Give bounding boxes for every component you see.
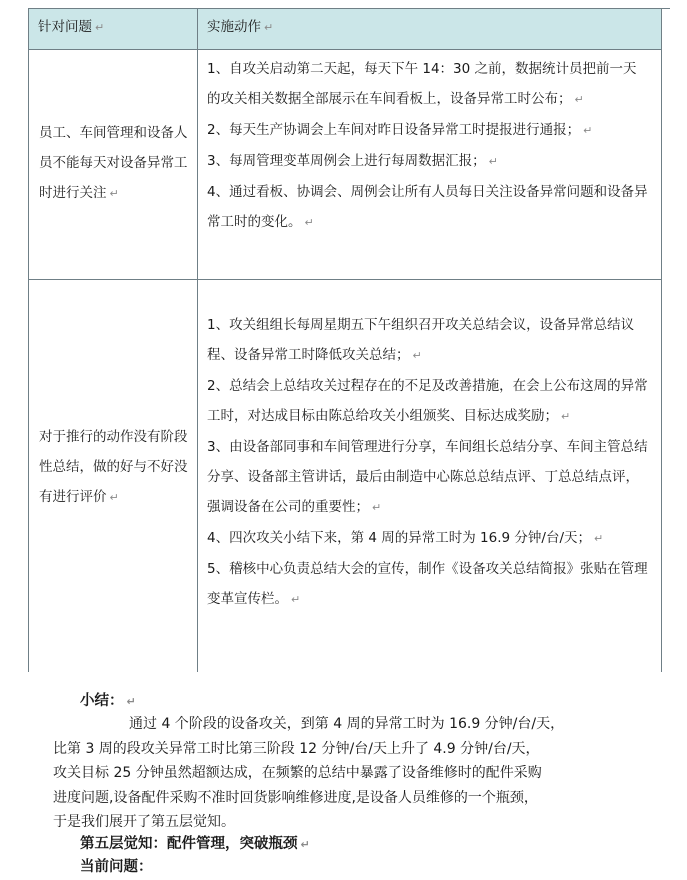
- action-item: 1、自攻关启动第二天起，每天下午 14：30 之前，数据统计员把前一天的攻关相关数据全部展示在车间看板上，设备异常工时公布； ↵: [207, 61, 637, 107]
- issue-cell: [29, 280, 198, 672]
- actions-list: [207, 310, 649, 615]
- issue-text: 对于推行的动作没有阶段性总结，做的好与不好没有进行评价 ↵: [39, 429, 188, 505]
- summary-heading: 小结： ↵: [80, 693, 136, 709]
- subsection-heading: 当前问题：: [80, 859, 153, 875]
- summary-line: 于是我们展开了第五层觉知。: [53, 814, 235, 830]
- section-heading: 第五层觉知：配件管理，突破瓶颈 ↵: [80, 836, 310, 852]
- action-item: 5、稽核中心负责总结大会的宣传，制作《设备攻关总结简报》张贴在管理变革宣传栏。 ↵: [207, 561, 648, 607]
- summary-paragraph: [53, 712, 613, 835]
- actions-list: [207, 54, 649, 238]
- table-row: [29, 50, 661, 280]
- action-item: 2、每天生产协调会上车间对昨日设备异常工时提报进行通报； ↵: [207, 122, 593, 138]
- header-issue-label: 针对问题 ↵: [38, 19, 105, 35]
- summary-line: 进度问题,设备配件采购不准时回货影响维修进度,是设备人员维修的一个瓶颈，: [53, 789, 538, 806]
- action-item: 3、每周管理变革周例会上进行每周数据汇报； ↵: [207, 153, 498, 169]
- actions-cell: [198, 50, 661, 279]
- summary-line: 通过 4 个阶段的设备攻关，到第 4 周的异常工时为 16.9 分钟/台/天，: [129, 716, 565, 732]
- header-cell-actions: [198, 9, 661, 49]
- table-row: [29, 280, 661, 672]
- action-item: 2、总结会上总结攻关过程存在的不足及改善措施，在会上公布这周的异常工时，对达成目标由陈总给攻关小组颁奖、目标达成奖励； ↵: [207, 378, 648, 424]
- action-item: 3、由设备部同事和车间管理进行分享，车间组长总结分享、车间主管总结分享、设备部主管讲话，最后由制造中心陈总总结点评、丁总总结点评，强调设备在公司的重要性； ↵: [207, 439, 648, 515]
- header-cell-issue: [29, 9, 198, 49]
- summary-line: 比第 3 周的段攻关异常工时比第三阶段 12 分钟/台/天上升了 4.9 分钟/台/天，: [53, 740, 540, 757]
- action-item: 4、通过看板、协调会、周例会让所有人员每日关注设备异常问题和设备异常工时的变化。 ↵: [207, 184, 648, 230]
- measures-table: [28, 8, 662, 672]
- table-header-row: [29, 8, 661, 50]
- actions-cell: [198, 280, 661, 672]
- issue-cell: [29, 50, 198, 279]
- table-edge-mark: [662, 8, 670, 9]
- action-item: 1、攻关组组长每周星期五下午组织召开攻关总结会议，设备异常总结议程、设备异常工时降低攻关总结； ↵: [207, 317, 635, 363]
- issue-text: 员工、车间管理和设备人员不能每天对设备异常工时进行关注 ↵: [39, 125, 188, 201]
- summary-line: 攻关目标 25 分钟虽然超额达成，在频繁的总结中暴露了设备维修时的配件采购: [53, 765, 542, 781]
- action-item: 4、四次攻关小结下来，第 4 周的异常工时为 16.9 分钟/台/天； ↵: [207, 530, 604, 546]
- header-actions-label: 实施动作 ↵: [207, 19, 274, 35]
